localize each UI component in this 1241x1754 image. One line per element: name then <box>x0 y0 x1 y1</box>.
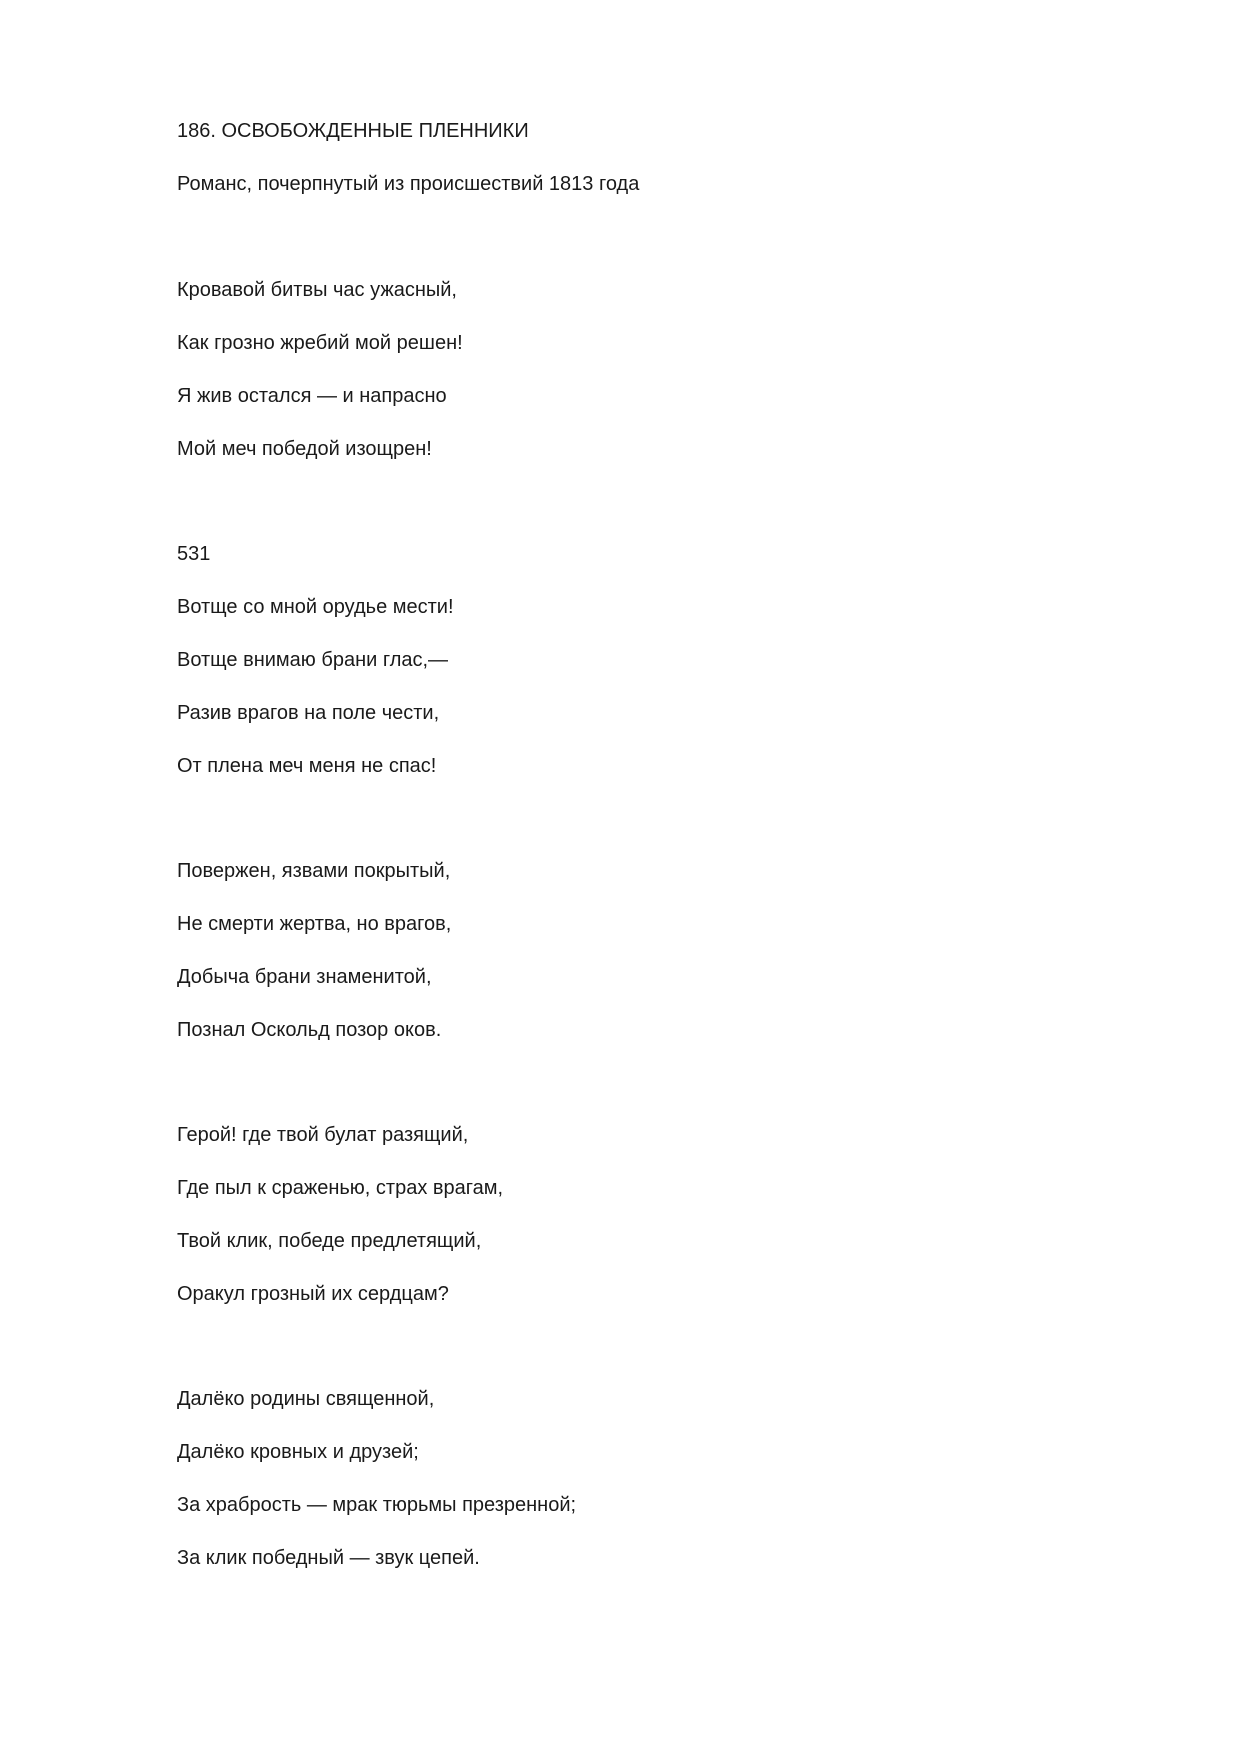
verse-line: Вотще внимаю брани глас,— <box>177 649 449 671</box>
verse-line: Далёко кровных и друзей; <box>177 1441 419 1463</box>
poem-title: 186. ОСВОБОЖДЕННЫЕ ПЛЕННИКИ <box>177 120 529 142</box>
verse-line: Не смерти жертва, но врагов, <box>177 913 452 935</box>
verse-line: Твой клик, победе предлетящий, <box>177 1230 482 1252</box>
verse-line: Кровавой битвы час ужасный, <box>177 279 457 301</box>
verse-line: За клик победный — звук цепей. <box>177 1547 480 1569</box>
verse-line: Как грозно жребий мой решен! <box>177 332 463 354</box>
verse-line: Добыча брани знаменитой, <box>177 966 432 988</box>
verse-line: За храбрость — мрак тюрьмы презренной; <box>177 1494 577 1516</box>
verse-line: Герой! где твой булат разящий, <box>177 1124 469 1146</box>
verse-line: Оракул грозный их сердцам? <box>177 1283 449 1305</box>
verse-line: Разив врагов на поле чести, <box>177 702 440 724</box>
verse-line: Я жив остался — и напрасно <box>177 385 447 407</box>
verse-line: Познал Оскольд позор оков. <box>177 1019 442 1041</box>
verse-line: Повержен, язвами покрытый, <box>177 860 451 882</box>
page-number: 531 <box>177 543 211 565</box>
verse-line: Вотще со мной орудье мести! <box>177 596 454 618</box>
verse-line: Где пыл к сраженью, страх врагам, <box>177 1177 504 1199</box>
verse-line: Далёко родины священной, <box>177 1388 435 1410</box>
poem-subtitle: Романс, почерпнутый из происшествий 1813 года <box>177 173 640 195</box>
verse-line: Мой меч победой изощрен! <box>177 438 432 460</box>
verse-line: От плена меч меня не спас! <box>177 755 437 777</box>
